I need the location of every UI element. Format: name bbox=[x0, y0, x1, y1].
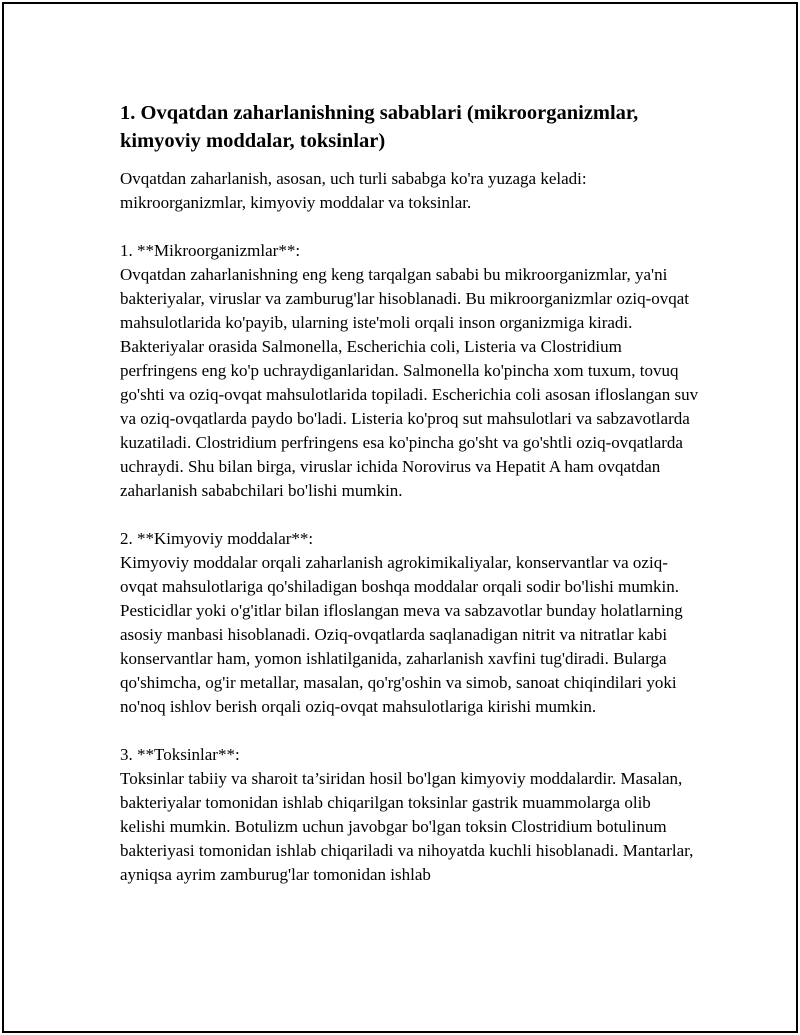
section-title: 2. **Kimyoviy moddalar**: bbox=[120, 529, 314, 548]
section-title: 3. **Toksinlar**: bbox=[120, 745, 240, 764]
section-body: Ovqatdan zaharlanishning eng keng tarqalgan sababi bu mikroorganizmlar, ya'ni bakteriyalar, viruslar va zamburug'lar hisoblanadi. Bu mikroorganizmlar oziq-ovqat mahsulotlarida ko'payib, ularning iste'moli orqali inson organizmiga kiradi. Bakteriyalar orasida Salmonella, Escherichia coli, Listeria va Clostridium perfringens eng ko'p uchraydiganlaridan. Salmonella ko'pincha xom tuxum, tovuq go'shti va oziq-ovqat mahsulotlarida topiladi. Escherichia coli asosan ifloslangan suv va oziq-ovqatlarda paydo bo'ladi. Listeria ko'proq sut mahsulotlari va sabzavotlarda kuzatiladi. Clostridium perfringens esa ko'pincha go'sht va go'shtli oziq-ovqatlarda uchraydi. Shu bilan birga, viruslar ichida Norovirus va Hepatit A ham ovqatdan zaharlanish sababchilari bo'lishi mumkin. bbox=[120, 265, 699, 500]
intro-paragraph: Ovqatdan zaharlanish, asosan, uch turli sababga ko'ra yuzaga keladi: mikroorganizmlar, kimyoviy moddalar va toksinlar. bbox=[120, 169, 587, 212]
section-toxins bbox=[120, 743, 700, 887]
document-content bbox=[120, 99, 700, 887]
section-body: Kimyoviy moddalar orqali zaharlanish agrokimikaliyalar, konservantlar va oziq-ovqat mahsulotlariga qo'shiladigan boshqa moddalar orqali sodir bo'lishi mumkin. Pesticidlar yoki o'g'itlar bilan ifloslangan meva va sabzavotlar bunday holatlarning asosiy manbasi hisoblanadi. Oziq-ovqatlarda saqlanadigan nitrit va nitratlar kabi konservantlar ham, yomon ishlatilganida, zaharlanish xavfini tug'diradi. Bularga qo'shimcha, og'ir metallar, masalan, qo'rg'oshin va simob, sanoat chiqindilari yoki no'noq ishlov berish orqali oziq-ovqat mahsulotlariga kirishi mumkin. bbox=[120, 553, 683, 716]
document-page bbox=[2, 2, 798, 1033]
section-body: Toksinlar tabiiy va sharoit ta’siridan hosil bo'lgan kimyoviy moddalardir. Masalan, bakteriyalar tomonidan ishlab chiqarilgan toksinlar gastrik muammolarga olib kelishi mumkin. Botulizm uchun javobgar bo'lgan toksin Clostridium botulinum bakteriyasi tomonidan ishlab chiqariladi va nihoyatda kuchli hisoblanadi. Mantarlar, ayniqsa ayrim zamburug'lar tomonidan ishlab bbox=[120, 769, 694, 884]
section-microorganisms bbox=[120, 239, 700, 503]
section-heading: 1. Ovqatdan zaharlanishning sabablari (mikroorganizmlar, kimyoviy moddalar, toksinlar) bbox=[120, 102, 639, 152]
section-chemicals bbox=[120, 527, 700, 719]
section-title: 1. **Mikroorganizmlar**: bbox=[120, 241, 301, 260]
